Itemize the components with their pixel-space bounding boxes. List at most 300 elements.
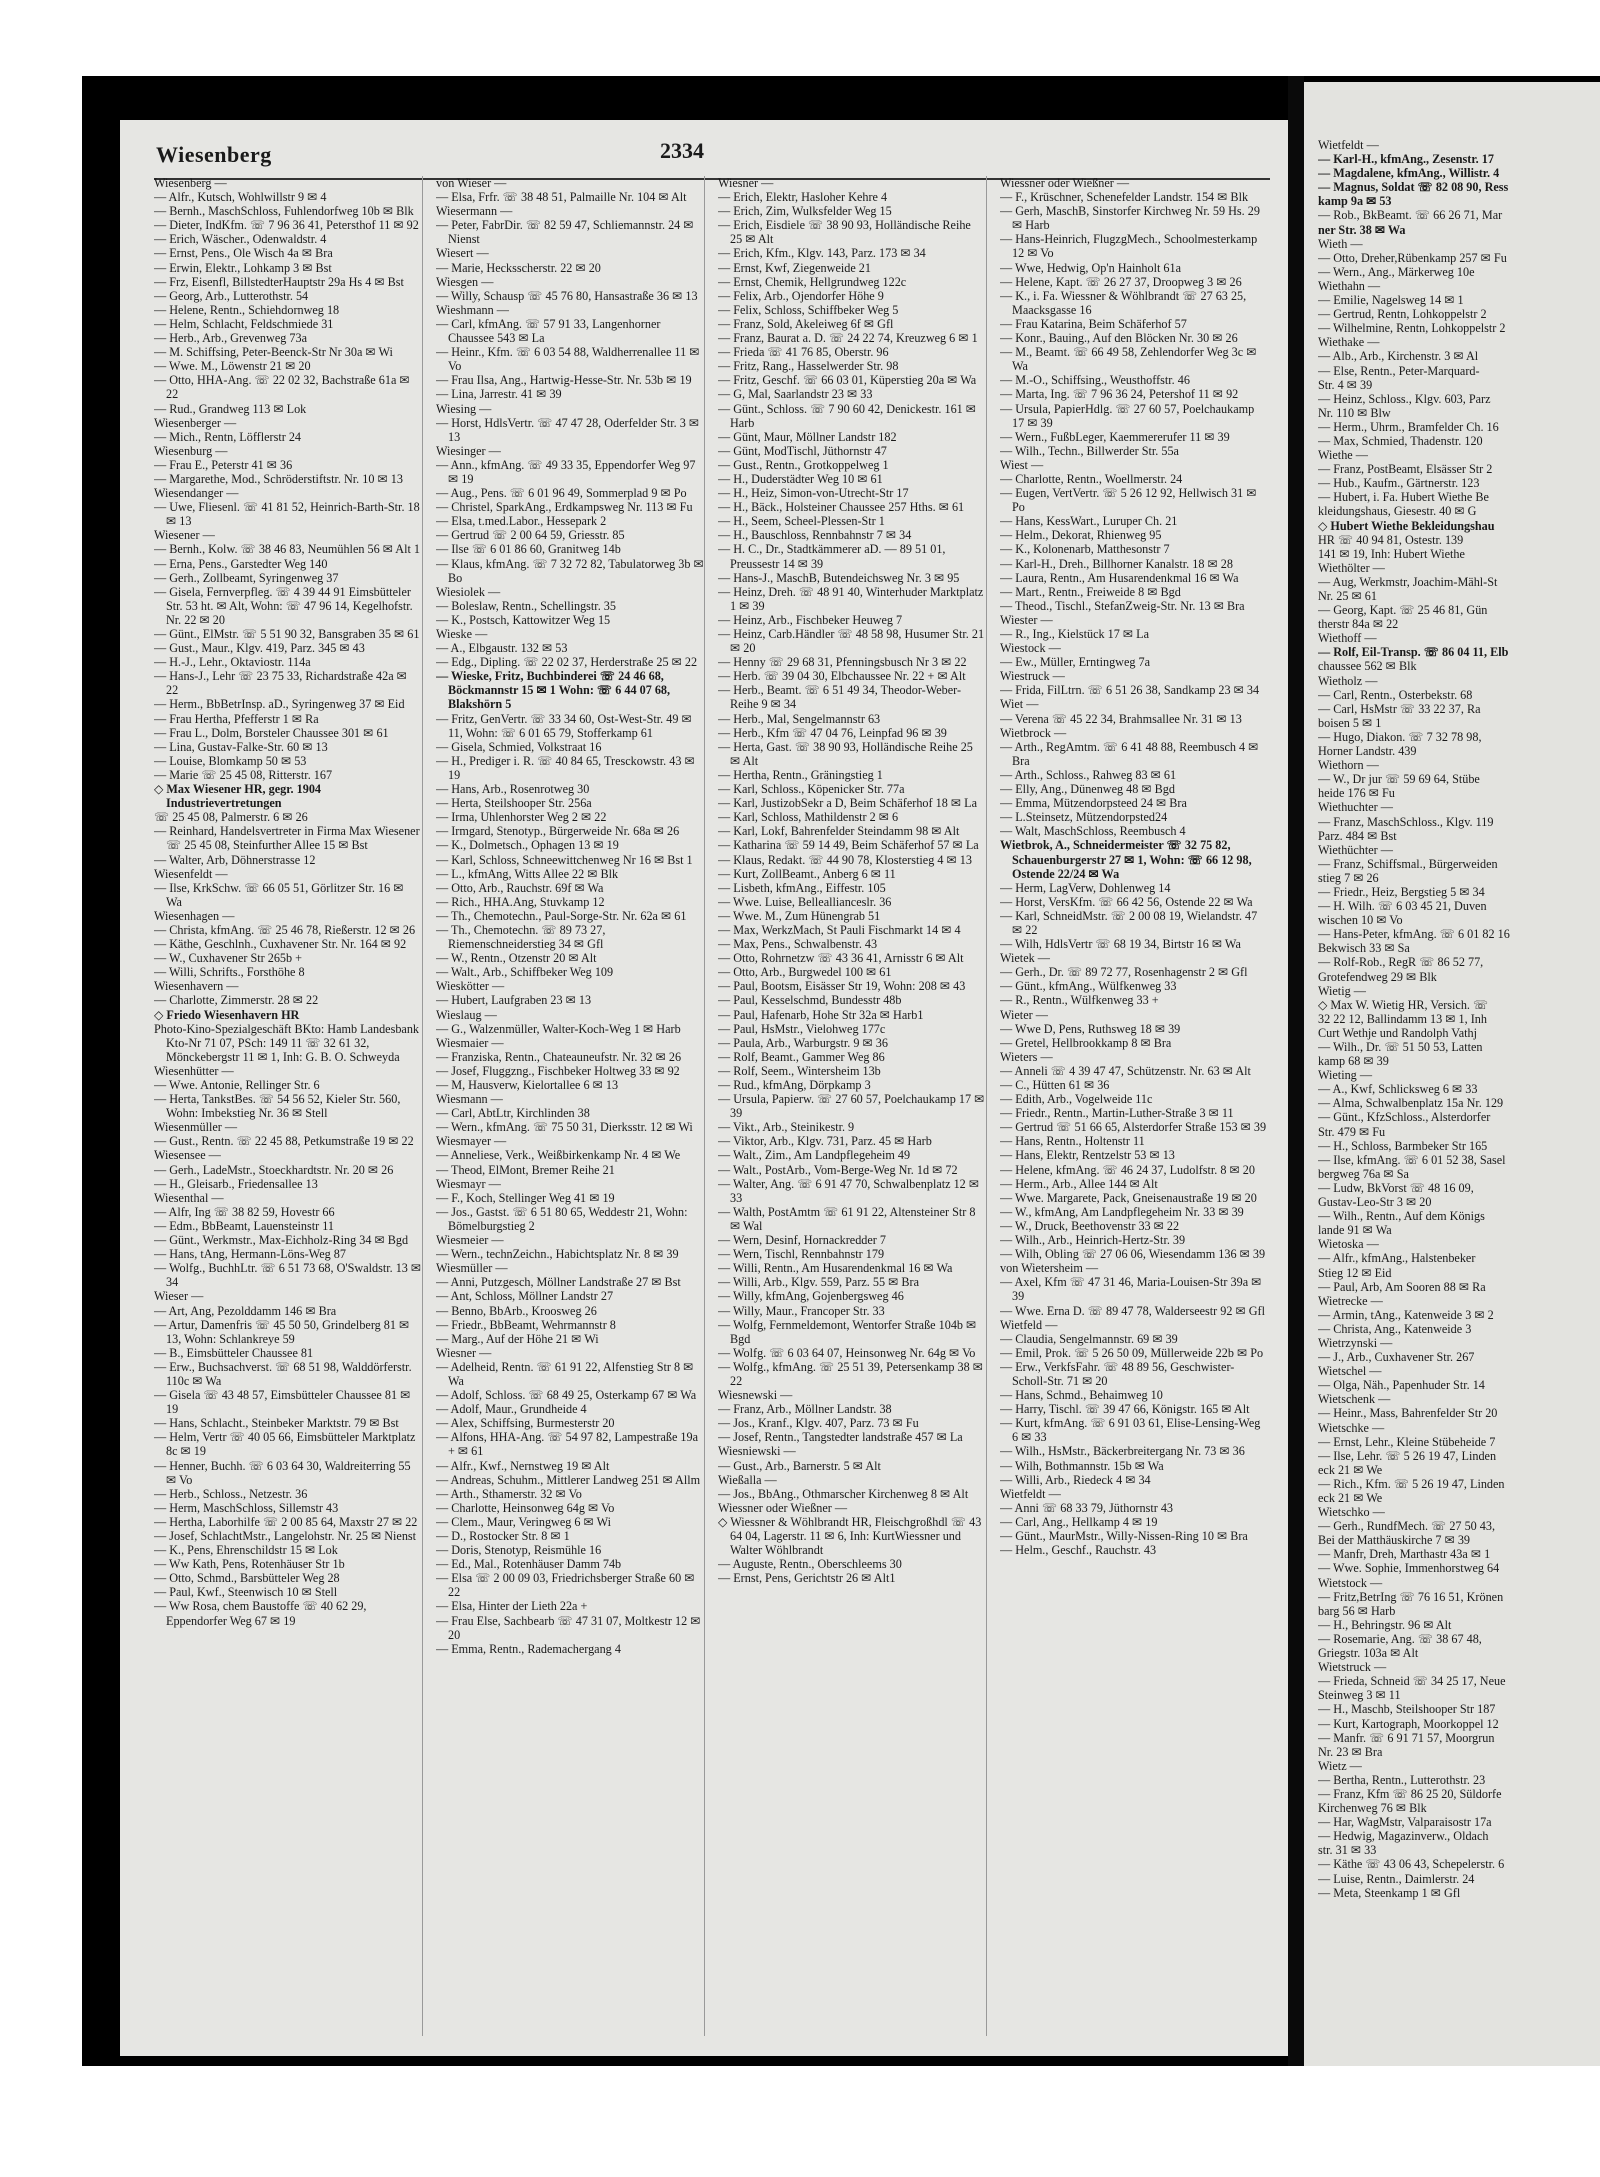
surname-heading: Wiesmayr —: [436, 1176, 501, 1191]
directory-entry: — Karl, SchneidMstr. ☏ 2 00 08 19, Wielandstr. 47 ✉ 22: [1000, 908, 1258, 937]
surname-heading: Wiesenberg —: [154, 176, 227, 190]
directory-entry: kamp 68 ✉ 39: [1318, 1054, 1389, 1069]
directory-entry: — Hans-Heinrich, FlugzgMech., Schoolmesterkamp 12 ✉ Vo: [1000, 232, 1258, 261]
directory-entry: — Wilhelmine, Rentn, Lohkoppelstr 2: [1318, 321, 1506, 336]
directory-entry: — Laura, Rentn., Am Husarendenkmal 16 ✉ Wa: [1000, 570, 1239, 585]
directory-entry: — Franz, Kfm ☏ 86 25 20, Süldorfe: [1318, 1786, 1502, 1801]
directory-entry: — Günt., Werkmstr., Max-Eichholz-Ring 34 ✉ Bgd: [154, 1233, 409, 1248]
book-gutter: [1288, 76, 1304, 2066]
directory-entry: — Franz, Schiffsmal., Bürgerweiden: [1318, 856, 1498, 871]
surname-heading: Wiestock —: [1000, 641, 1061, 656]
directory-entry: — Klaus, kfmAng. ☏ 7 32 72 82, Tabulatorweg 3b ✉ Bo: [436, 556, 704, 585]
directory-entry: — Emil, Prok. ☏ 5 26 50 09, Müllerweide 22b ✉ Po: [1000, 1345, 1264, 1360]
directory-entry: — Gust., Maur., Klgv. 419, Parz. 345 ✉ 43: [154, 641, 365, 656]
surname-heading: Wiesensee —: [154, 1148, 221, 1163]
directory-entry: — Hubert, i. Fa. Hubert Wiethe Be: [1318, 490, 1489, 505]
directory-entry: — Erich, Zim, Wulksfelder Weg 15: [718, 204, 892, 219]
page-number: 2334: [660, 138, 704, 163]
directory-entry: eck 21 ✉ We: [1318, 1491, 1383, 1505]
directory-entry: — K., Pens, Ehrenschildstr 15 ✉ Lok: [154, 1543, 338, 1558]
directory-entry: — Max, WerkzMach, St Pauli Fischmarkt 14 ✉ 4: [718, 922, 961, 937]
directory-entry: — Wilh., HsMstr., Bäckerbreitergang Nr. 73 ✉ 36: [1000, 1444, 1245, 1459]
directory-entry: — Mich., Rentn, Löfflerstr 24: [154, 429, 302, 444]
directory-entry: — F., Koch, Stellinger Weg 41 ✉ 19: [436, 1190, 615, 1205]
directory-entry: — Lisbeth, kfmAng., Eiffestr. 105: [718, 880, 886, 895]
directory-entry: — Ilse ☏ 6 01 86 60, Granitweg 14b: [436, 542, 621, 557]
directory-entry: — Aug., Pens. ☏ 6 01 96 49, Sommerplad 9 ✉ Po: [436, 486, 687, 501]
surname-heading: Wiester —: [1000, 612, 1053, 627]
directory-entry: — Walter, Ang. ☏ 6 91 47 70, Schwalbenplatz 12 ✉ 33: [718, 1176, 980, 1205]
directory-entry: — Hans, Schlacht., Steinbeker Marktstr. 79 ✉ Bst: [154, 1416, 399, 1431]
directory-entry: — Wwe. Antonie, Rellinger Str. 6: [154, 1078, 320, 1092]
directory-entry: — Franziska, Rentn., Chateauneufstr. Nr. 32 ✉ 26: [436, 1049, 682, 1064]
directory-entry: — Günt., Schloss. ☏ 7 90 60 42, Denickestr. 161 ✉ Harb: [718, 401, 977, 430]
directory-entry: — Jos., Kranf., Klgv. 407, Parz. 73 ✉ Fu: [718, 1416, 919, 1431]
directory-entry: — Margarethe, Mod., Schröderstiftstr. Nr. 10 ✉ 13: [154, 471, 403, 486]
directory-entry: Str. 479 ✉ Fu: [1318, 1124, 1386, 1139]
surname-heading: Wiesenhütter —: [154, 1063, 234, 1078]
directory-entry: — Meta, Steenkamp 1 ✉ Gfl: [1318, 1885, 1461, 1900]
directory-entry: — K., Dolmetsch., Ophagen 13 ✉ 19: [436, 838, 619, 853]
surname-heading: Wieth —: [1318, 236, 1363, 251]
surname-heading: Wiet —: [1000, 697, 1039, 712]
directory-entry: — Gisela, Schmied, Volkstraat 16: [436, 739, 602, 754]
directory-entry: boisen 5 ✉ 1: [1318, 715, 1382, 730]
surname-heading: Wiethüchter —: [1318, 842, 1393, 857]
directory-entry: — Magnus, Soldat ☏ 82 08 90, Ress: [1318, 180, 1509, 195]
directory-entry: — Gust., Arb., Barnerstr. 5 ✉ Alt: [718, 1458, 881, 1473]
directory-entry: — H., Behringstr. 96 ✉ Alt: [1318, 1617, 1452, 1632]
directory-entry: Horner Landstr. 439: [1318, 744, 1417, 759]
directory-entry: — Anni ☏ 68 33 79, Jüthornstr 43: [1000, 1500, 1174, 1515]
directory-entry: — Alfr., Kwf., Nernstweg 19 ✉ Alt: [436, 1458, 610, 1473]
directory-entry: — Karl, Schloss, Schneewittchenweg Nr 16 ✉ Bst 1: [436, 852, 693, 867]
directory-entry: — Katharina ☏ 59 14 49, Beim Schäferhof 57 ✉ La: [718, 838, 979, 853]
directory-entry: — Ed., Mal., Rotenhäuser Damm 74b: [436, 1557, 622, 1572]
directory-entry: — Vikt., Arb., Steinikestr. 9: [718, 1120, 855, 1135]
directory-entry: — Artur, Damenfris ☏ 45 50 50, Grindelberg 81 ✉ 13, Wohn: Schlankreye 59: [154, 1317, 410, 1346]
directory-entry: — Willi, Schrifts., Forsthöhe 8: [154, 965, 305, 980]
directory-entry: — R., Ing., Kielstück 17 ✉ La: [1000, 627, 1149, 641]
directory-entry: — Franz, Sold, Akeleiweg 6f ✉ Gfl: [718, 316, 894, 331]
directory-entry: — Mart., Rentn., Freiweide 8 ✉ Bgd: [1000, 584, 1181, 599]
directory-entry: — Otto, HHA-Ang. ☏ 22 02 32, Bachstraße 61a ✉ 22: [154, 373, 410, 402]
directory-entry: — Ann., kfmAng. ☏ 49 33 35, Eppendorfer Weg 97 ✉ 19: [436, 457, 696, 486]
directory-entry: — Helene, Kapt. ☏ 26 27 37, Droopweg 3 ✉ 26: [1000, 274, 1242, 289]
directory-column-4: [1000, 176, 1268, 2036]
directory-entry: — Gust., Rentn., Grotkoppelweg 1: [718, 457, 889, 472]
surname-heading: Wiesenthal —: [154, 1190, 224, 1205]
directory-entry: — Irmgard, Stenotyp., Bürgerweide Nr. 68a ✉ 26: [436, 824, 680, 839]
directory-entry: — Hans-Peter, kfmAng. ☏ 6 01 82 16: [1318, 927, 1510, 942]
surname-heading: Wietrzynski —: [1318, 1335, 1393, 1350]
directory-entry: — Günt, Maur, Möllner Landstr 182: [718, 429, 897, 444]
directory-entry: — Auguste, Rentn., Oberschleems 30: [718, 1557, 902, 1572]
directory-entry: — Wolfg., BuchhLtr. ☏ 6 51 73 68, O'Swaldstr. 13 ✉ 34: [154, 1261, 422, 1290]
directory-entry: — Charlotte, Zimmerstr. 28 ✉ 22: [154, 993, 319, 1008]
directory-entry: — Helm., Geschf., Rauchstr. 43: [1000, 1543, 1157, 1558]
directory-entry: — Erich, Elektr, Hasloher Kehre 4: [718, 190, 888, 205]
directory-entry: — H. Wilh. ☏ 6 03 45 21, Duven: [1318, 899, 1487, 914]
surname-heading: Wieter —: [1000, 1007, 1048, 1022]
directory-entry: Nr. 23 ✉ Bra: [1318, 1744, 1383, 1759]
surname-heading: Wiesenmüller —: [154, 1120, 238, 1135]
directory-entry: — H., Prediger i. R. ☏ 40 84 65, Tresckowstr. 43 ✉ 19: [436, 753, 695, 782]
directory-entry: — Peter, FabrDir. ☏ 82 59 47, Schliemannstr. 24 ✉ Nienst: [436, 218, 694, 247]
directory-entry: — Hans, Schmd., Behaimweg 10: [1000, 1388, 1163, 1403]
directory-entry: — R., Rentn., Wülfkenweg 33 +: [1000, 993, 1159, 1008]
directory-entry: — Gerh., LadeMstr., Stoeckhardtstr. Nr. 20 ✉ 26: [154, 1162, 394, 1177]
surname-heading: Wiestruck —: [1000, 669, 1065, 684]
directory-entry: Steinweg 3 ✉ 11: [1318, 1688, 1401, 1703]
directory-entry: — H., Heiz, Simon-von-Utrecht-Str 17: [718, 486, 909, 501]
directory-entry: — Andreas, Schuhm., Mittlerer Landweg 251 ✉ Allm: [436, 1472, 701, 1487]
directory-entry: — Frau L., Dolm, Borsteler Chaussee 301 ✉ 61: [154, 725, 389, 740]
directory-entry: — Gretel, Hellbrookkamp 8 ✉ Bra: [1000, 1035, 1172, 1050]
directory-entry: — Ernst, Lehr., Kleine Stübeheide 7: [1318, 1434, 1496, 1449]
directory-entry: — W., kfmAng, Am Landpflegeheim Nr. 33 ✉ 39: [1000, 1204, 1244, 1219]
directory-entry: Parz. 484 ✉ Bst: [1318, 828, 1397, 843]
directory-entry: — Armin, tAng., Katenweide 3 ✉ 2: [1318, 1307, 1494, 1322]
directory-entry: — Manfr, Dreh, Marthastr 43a ✉ 1: [1318, 1547, 1491, 1562]
directory-entry: — Lina, Gustav-Falke-Str. 60 ✉ 13: [154, 739, 328, 754]
directory-entry: — Hugo, Diakon. ☏ 7 32 78 98,: [1318, 729, 1482, 744]
surname-heading: Wietfeld —: [1000, 1317, 1058, 1332]
directory-entry: — Erw., Buchsachverst. ☏ 68 51 98, Walddörferstr. 110c ✉ Wa: [154, 1359, 412, 1388]
directory-entry: — Wilh, Bothmannstr. 15b ✉ Wa: [1000, 1458, 1164, 1473]
directory-entry: — Frau Hertha, Pfefferstr 1 ✉ Ra: [154, 711, 319, 726]
directory-entry: — Herm., Arb., Allee 144 ✉ Alt: [1000, 1176, 1158, 1191]
directory-entry: — Wilh, Obling ☏ 27 06 06, Wiesendamm 136 ✉ 39: [1000, 1247, 1266, 1262]
directory-entry: — Emma, Rentn., Rademachergang 4: [436, 1641, 621, 1656]
directory-entry: — Hans, tAng, Hermann-Löns-Weg 87: [154, 1247, 346, 1262]
directory-entry: — Clem., Maur, Veringweg 6 ✉ Wi: [436, 1514, 611, 1529]
directory-entry: — Bernh., MaschSchloss, Fuhlendorfweg 10b ✉ Blk: [154, 204, 414, 219]
directory-entry: barg 56 ✉ Harb: [1318, 1603, 1396, 1618]
surname-heading: Wiesener —: [154, 528, 215, 543]
directory-entry: kamp 9a ✉ 53: [1318, 194, 1392, 209]
directory-entry: — Walt., PostArb., Vom-Berge-Weg Nr. 1d ✉ 72: [718, 1162, 958, 1177]
directory-entry: — Theod, ElMont, Bremer Reihe 21: [436, 1162, 615, 1177]
surname-heading: Wieshmann —: [436, 302, 509, 317]
directory-entry: — Wilh., Techn., Billwerder Str. 55a: [1000, 443, 1179, 458]
surname-heading: Wieskötter —: [436, 979, 505, 994]
directory-entry: — Wern., technZeichn., Habichtsplatz Nr. 8 ✉ 39: [436, 1247, 679, 1262]
directory-entry: — Karl, Schloss, Mathildenstr 2 ✉ 6: [718, 810, 899, 825]
directory-entry: — Willi, Rentn., Am Husarendenkmal 16 ✉ Wa: [718, 1261, 953, 1276]
directory-entry: — Heinr., Kfm. ☏ 6 03 54 88, Waldherrenallee 11 ✉ Vo: [436, 345, 700, 374]
surname-heading: Wiesmüller —: [436, 1261, 508, 1276]
directory-entry: — Max, Pens., Schwalbenstr. 43: [718, 937, 878, 952]
directory-entry: ◇ Max W. Wietig HR, Versich. ☏: [1318, 997, 1489, 1012]
directory-entry: — D., Rostocker Str. 8 ✉ 1: [436, 1529, 570, 1543]
surname-heading: Wietfeldt —: [1000, 1486, 1061, 1501]
directory-entry: — Gerh., RundfMech. ☏ 27 50 43,: [1318, 1519, 1496, 1534]
directory-entry: — Carl, kfmAng. ☏ 57 91 33, Langenhorner Chaussee 543 ✉ La: [436, 316, 661, 346]
surname-heading: Wietschko —: [1318, 1505, 1385, 1520]
directory-entry: — Herb., Mal, Sengelmannstr 63: [718, 711, 881, 726]
directory-entry: — Verena ☏ 45 22 34, Brahmsallee Nr. 31 ✉ 13: [1000, 711, 1242, 726]
directory-column-3: [718, 176, 987, 2036]
page-head-word: Wiesenberg: [156, 142, 272, 167]
directory-entry: — Walt., Zim., Am Landpflegeheim 49: [718, 1148, 911, 1163]
directory-entry: — Viktor, Arb., Klgv. 731, Parz. 45 ✉ Harb: [718, 1134, 932, 1149]
directory-entry: — Ilse, KrkSchw. ☏ 66 05 51, Görlitzer Str. 16 ✉ Wa: [154, 880, 404, 909]
directory-entry: kleidungshaus, Giesestr. 40 ✉ G: [1318, 504, 1477, 519]
surname-heading: Wiesner —: [718, 176, 774, 190]
directory-entry: — Gisela, Fernverpfleg. ☏ 4 39 44 91 Eimsbütteler Str. 53 ht. ✉ Alt, Wohn: ☏ 47 96 14, Kegelhofstr. Nr. 22 ✉ 20: [154, 584, 413, 627]
directory-entry: — Rob., BkBeamt. ☏ 66 26 71, Mar: [1318, 208, 1503, 223]
surname-heading: Wieting —: [1318, 1068, 1373, 1083]
surname-heading: Wietrecke —: [1318, 1293, 1383, 1308]
directory-entry: — Jos., Gastst. ☏ 6 51 80 65, Weddestr 21, Wohn: Bömelburgstieg 2: [436, 1204, 688, 1233]
directory-entry: — Uwe, Fliesenl. ☏ 41 81 52, Heinrich-Barth-Str. 18 ✉ 13: [154, 500, 420, 529]
directory-entry: Photo-Kino-Spezialgeschäft BKto: Hamb Landesbank Kto-Nr 71 07, PSch: 149 11 ☏ 32 61 32, Mönckebergstr 11 ✉ 1, Inh: G. B. O. Schweyda: [154, 1021, 420, 1064]
directory-entry: — Käthe ☏ 43 06 43, Schepelerstr. 6: [1318, 1857, 1505, 1872]
surname-heading: Wiethorn —: [1318, 758, 1379, 773]
directory-entry: — Walt, MaschSchloss, Reembusch 4: [1000, 824, 1186, 839]
directory-entry: — Helene, kfmAng. ☏ 46 24 37, Ludolfstr. 8 ✉ 20: [1000, 1162, 1255, 1177]
directory-entry: Wietbrok, A., Schneidermeister ☏ 32 75 82, Schauenburgerstr 27 ✉ 1, Wohn: ☏ 66 12 98, Ostende 22/24 ✉ Wa: [1000, 838, 1252, 881]
surname-heading: Wiethe —: [1318, 448, 1368, 463]
directory-entry: — Carl, HsMstr ☏ 33 22 37, Ra: [1318, 701, 1481, 716]
directory-entry: Griegstr. 103a ✉ Alt: [1318, 1646, 1419, 1661]
surname-heading: Wietschel —: [1318, 1364, 1382, 1379]
directory-entry: — G, Mal, Saarlandstr 23 ✉ 33: [718, 387, 873, 402]
directory-entry: — Wilh, HdlsVertr ☏ 68 19 34, Birtstr 16 ✉ Wa: [1000, 937, 1241, 952]
surname-heading: Wiesendanger —: [154, 486, 239, 501]
directory-entry: — Theod., Tischl., StefanZweig-Str. Nr. 13 ✉ Bra: [1000, 598, 1245, 613]
directory-entry: — Herb., Arb., Grevenweg 73a: [154, 331, 307, 346]
directory-entry: — Charlotte, Heinsonweg 64g ✉ Vo: [436, 1500, 615, 1515]
directory-entry: — Gerh, MaschB, Sinstorfer Kirchweg Nr. 59 Hs. 29 ✉ Harb: [1000, 204, 1260, 233]
surname-heading: Wiesenburg —: [154, 443, 228, 458]
directory-entry: — H., Schloss, Barmbeker Str 165: [1318, 1138, 1488, 1153]
surname-heading: Wiesniewski —: [718, 1444, 796, 1459]
directory-entry: — Otto, Arb., Rauchstr. 69f ✉ Wa: [436, 880, 604, 895]
directory-entry: — Günt., kfmAng., Wülfkenweg 33: [1000, 979, 1177, 994]
surname-heading: Wiesmaier —: [436, 1035, 504, 1050]
directory-entry: Nr. 25 ✉ 61: [1318, 589, 1377, 603]
directory-entry: — Marie ☏ 25 45 08, Ritterstr. 167: [154, 767, 333, 782]
directory-entry: — Christa, kfmAng. ☏ 25 46 78, Rießerstr. 12 ✉ 26: [154, 922, 416, 937]
surname-heading: Wietfeldt —: [1318, 138, 1379, 152]
directory-entry: — Christa, Ang., Katenweide 3: [1318, 1321, 1472, 1336]
directory-entry: — Gust., Rentn. ☏ 22 45 88, Petkumstraße 19 ✉ 22: [154, 1134, 414, 1149]
directory-entry: — Rolf-Rob., RegR ☏ 86 52 77,: [1318, 955, 1484, 970]
directory-entry: — Josef, Fluggzng., Fischbeker Holtweg 33 ✉ 92: [436, 1063, 680, 1078]
directory-entry: — Wilh., Rentn., Auf dem Königs: [1318, 1209, 1485, 1224]
directory-entry: — Franz, PostBeamt, Elsässer Str 2: [1318, 462, 1493, 477]
directory-entry: — Friedr., Heiz, Bergstieg 5 ✉ 34: [1318, 884, 1485, 899]
directory-entry: — Paul, Kesselschmd, Bundesstr 48b: [718, 993, 902, 1008]
directory-entry: — Otto, Dreher,Rübenkamp 257 ✉ Fu: [1318, 250, 1507, 265]
directory-entry: — Elsa, t.med.Labor., Hessepark 2: [436, 514, 607, 529]
surname-heading: Wietstock —: [1318, 1575, 1383, 1590]
directory-entry: — Alex, Schiffsing, Burmesterstr 20: [436, 1416, 615, 1431]
directory-entry: ☏ 25 45 08, Palmerstr. 6 ✉ 26: [154, 810, 308, 825]
directory-entry: — Irma, Uhlenhorster Weg 2 ✉ 22: [436, 810, 607, 825]
directory-entry: — Heinz, Schloss., Klgv. 603, Parz: [1318, 391, 1491, 406]
directory-entry: 141 ✉ 19, Inh: Hubert Wiethe: [1318, 546, 1465, 561]
directory-entry: — Rich., HHA.Ang, Stuvkamp 12: [436, 894, 605, 909]
surname-heading: Wietbrock —: [1000, 725, 1067, 740]
surname-heading: Wiesmann —: [436, 1092, 503, 1107]
directory-entry: — H., Duderstädter Weg 10 ✉ 61: [718, 471, 883, 486]
directory-entry: — W., Dr jur ☏ 59 69 64, Stübe: [1318, 772, 1480, 787]
directory-entry: ◇ Max Wiesener HR, gegr. 1904 Industrievertretungen: [154, 782, 322, 811]
directory-entry: — Karl, Schloss., Köpenicker Str. 77a: [718, 782, 905, 797]
directory-entry: — Anneli ☏ 4 39 47 47, Schützenstr. Nr. 63 ✉ Alt: [1000, 1063, 1251, 1078]
surname-heading: Wietschenk —: [1318, 1392, 1391, 1407]
directory-entry: — Ernst, Kwf, Ziegenweide 21: [718, 260, 871, 275]
directory-entry: — Fritz, GenVertr. ☏ 33 34 60, Ost-West-Str. 49 ✉ 11, Wohn: ☏ 6 01 65 79, Stofferkamp 61: [436, 711, 692, 740]
directory-entry: — Frz, Eisenfl, BillstedterHauptstr 29a Hs 4 ✉ Bst: [154, 274, 404, 289]
directory-entry: — Erna, Pens., Garstedter Weg 140: [154, 556, 328, 571]
directory-entry: — Günt, ModTischl, Jüthornstr 47: [718, 443, 887, 458]
directory-entry: — Otto, Schmd., Barsbütteler Weg 28: [154, 1571, 340, 1586]
directory-entry: — F., Krüschner, Schenefelder Landstr. 154 ✉ Blk: [1000, 190, 1249, 205]
directory-entry: — Günt., KfzSchloss., Alsterdorfer: [1318, 1110, 1491, 1125]
directory-entry: — Rud., kfmAng, Dörpkamp 3: [718, 1078, 871, 1092]
directory-entry: — Henny ☏ 29 68 31, Pfenningsbusch Nr 3 ✉ 22: [718, 655, 967, 670]
directory-entry: — Paul, Bootsm, Eisässer Str 19, Wohn: 208 ✉ 43: [718, 979, 966, 994]
directory-entry: — Willi, Arb., Riedeck 4 ✉ 34: [1000, 1472, 1151, 1487]
directory-entry: — Boleslaw, Rentn., Schellingstr. 35: [436, 598, 616, 613]
directory-entry: — Willy, Schausp ☏ 45 76 80, Hansastraße 36 ✉ 13: [436, 288, 698, 303]
directory-entry: — M. Schiffsing, Peter-Beenck-Str Nr 30a ✉ Wi: [154, 345, 393, 360]
directory-entry: — Marg., Auf der Höhe 21 ✉ Wi: [436, 1331, 599, 1346]
directory-entry: — Ilse, kfmAng. ☏ 6 01 52 38, Sasel: [1318, 1152, 1506, 1167]
directory-entry: — Ww Rosa, chem Baustoffe ☏ 40 62 29, Eppendorfer Weg 67 ✉ 19: [154, 1599, 367, 1628]
directory-entry: — Herb., Kfm ☏ 47 04 76, Leinpfad 96 ✉ 39: [718, 725, 947, 740]
surname-heading: Wießalla —: [718, 1472, 777, 1487]
directory-column-1: [154, 176, 423, 2036]
directory-entry: — H., Gleisarb., Friedensallee 13: [154, 1176, 318, 1191]
directory-entry: — Elsa, Frfr. ☏ 38 48 51, Palmaille Nr. 104 ✉ Alt: [436, 190, 687, 205]
directory-entry: — Fritz, Geschf. ☏ 66 03 01, Küperstieg 20a ✉ Wa: [718, 373, 977, 388]
directory-entry: — K., i. Fa. Wiessner & Wöhlbrandt ☏ 27 63 25, Maacksgasse 16: [1000, 288, 1247, 317]
directory-entry: — Lina, Jarrestr. 41 ✉ 39: [436, 387, 562, 402]
directory-entry: Bei der Matthäuskirche 7 ✉ 39: [1318, 1533, 1471, 1548]
directory-entry: HR ☏ 40 94 81, Ostestr. 139: [1318, 532, 1464, 547]
directory-entry: — Marie, Hecksscherstr. 22 ✉ 20: [436, 260, 601, 275]
directory-entry: — Reinhard, Handelsvertreter in Firma Max Wiesener ☏ 25 45 08, Steinfurther Allee 15 ✉ Bst: [154, 824, 420, 853]
directory-entry: — M., Beamt. ☏ 66 49 58, Zehlendorfer Weg 3c ✉ Wa: [1000, 345, 1257, 374]
directory-entry: — Gertrud ☏ 2 00 64 59, Griesstr. 85: [436, 528, 625, 543]
surname-heading: Wiethake —: [1318, 335, 1380, 350]
directory-entry: — G., Walzenmüller, Walter-Koch-Weg 1 ✉ Harb: [436, 1021, 681, 1036]
directory-entry: eck 21 ✉ We: [1318, 1462, 1383, 1477]
surname-heading: Wiethoff —: [1318, 631, 1377, 646]
directory-entry: — Wieske, Fritz, Buchbinderei ☏ 24 46 68, Böckmannstr 15 ✉ 1 Wohn: ☏ 6 44 07 68, Blakshörn 5: [436, 669, 671, 712]
directory-entry: — Josef, SchlachtMstr., Langelohstr. Nr. 25 ✉ Nienst: [154, 1529, 417, 1543]
directory-entry: — Wern, Desinf, Hornackredder 7: [718, 1233, 887, 1248]
directory-entry: — Günt., ElMstr. ☏ 5 51 90 32, Bansgraben 35 ✉ 61: [154, 627, 420, 641]
directory-page: [120, 120, 1288, 2056]
directory-entry: ◇ Friedo Wiesenhavern HR: [154, 1007, 300, 1022]
surname-heading: Wiesinger —: [436, 443, 501, 458]
directory-entry: — Eugen, VertVertr. ☏ 5 26 12 92, Hellwisch 31 ✉ Po: [1000, 486, 1257, 515]
directory-entry: — Wwe. Erna D. ☏ 89 47 78, Walderseestr 92 ✉ Gfl: [1000, 1303, 1266, 1318]
directory-entry: — H. C., Dr., Stadtkämmerer aD. — 89 51 01, Preussestr 14 ✉ 39: [718, 542, 946, 571]
directory-entry: — Har, WagMstr, Valparaisostr 17a: [1318, 1815, 1492, 1830]
directory-entry: — Th., Chemotechn., Paul-Sorge-Str. Nr. 62a ✉ 61: [436, 908, 687, 923]
directory-entry: — L.Steinsetz, Mützendorpsted24: [1000, 810, 1168, 825]
directory-entry: Gustav-Leo-Str 3 ✉ 20: [1318, 1195, 1432, 1210]
directory-entry: — W., Cuxhavener Str 265b +: [154, 951, 303, 966]
directory-entry: — Wwe D, Pens, Ruthsweg 18 ✉ 39: [1000, 1021, 1181, 1036]
surname-heading: Wietschke —: [1318, 1420, 1385, 1435]
directory-entry: — A., Kwf, Schlicksweg 6 ✉ 33: [1318, 1082, 1478, 1097]
directory-entry: — Art, Ang, Pezolddamm 146 ✉ Bra: [154, 1303, 337, 1318]
directory-entry: — Erw., VerkfsFahr. ☏ 48 89 56, Geschwister-Scholl-Str. 71 ✉ 20: [1000, 1359, 1235, 1388]
directory-entry: — Käthe, Geschlnh., Cuxhavener Str. Nr. 164 ✉ 92: [154, 937, 407, 952]
directory-entry: — Harry, Tischl. ☏ 39 47 66, Königstr. 165 ✉ Alt: [1000, 1402, 1250, 1417]
directory-entry: — Otto, Arb., Burgwedel 100 ✉ 61: [718, 965, 892, 980]
directory-entry: — Walter, Arb, Döhnerstrasse 12: [154, 852, 316, 867]
directory-entry: — Ilse, Lehr. ☏ 5 26 19 47, Linden: [1318, 1448, 1497, 1463]
running-head: [120, 132, 1288, 172]
directory-entry: — Christel, SparkAng., Erdkampsweg Nr. 113 ✉ Fu: [436, 500, 693, 515]
directory-entry: — Helene, Rentn., Schiehdornweg 18: [154, 302, 340, 317]
directory-entry: — Emilie, Nagelsweg 14 ✉ 1: [1318, 293, 1464, 308]
directory-entry: Stieg 12 ✉ Eid: [1318, 1265, 1392, 1280]
directory-entry: — Horst, VersKfm. ☏ 66 42 56, Ostende 22 ✉ Wa: [1000, 894, 1253, 909]
surname-heading: Wiethuchter —: [1318, 800, 1393, 815]
directory-entry: — Walth, PostAmtm ☏ 61 91 22, Altensteiner Str 8 ✉ Wal: [718, 1204, 976, 1233]
surname-heading: Wiesenfeldt —: [154, 866, 228, 881]
surname-heading: Wietz —: [1318, 1758, 1362, 1773]
directory-entry: — Erich, Kfm., Klgv. 143, Parz. 173 ✉ 34: [718, 246, 926, 261]
directory-entry: — H., Bäck., Holsteiner Chaussee 257 Hths. ✉ 61: [718, 500, 965, 515]
directory-entry: 32 22 12, Ballindamm 13 ✉ 1, Inh: [1318, 1011, 1487, 1026]
directory-entry: — Karl, JustizobSekr a D, Beim Schäferhof 18 ✉ La: [718, 796, 977, 811]
directory-entry: — Friedr., Rentn., Martin-Luther-Straße 3 ✉ 11: [1000, 1106, 1234, 1121]
directory-entry: — Rosemarie, Ang. ☏ 38 67 48,: [1318, 1631, 1482, 1646]
directory-entry: — K., Postsch, Kattowitzer Weg 15: [436, 612, 611, 627]
directory-entry: — Erich, Eisdiele ☏ 38 90 93, Holländische Reihe 25 ✉ Alt: [718, 218, 971, 247]
directory-entry: — Felix, Schloss, Schiffbeker Weg 5: [718, 302, 899, 317]
directory-entry: — Wolfg., kfmAng. ☏ 25 51 39, Petersenkamp 38 ✉ 22: [718, 1359, 983, 1388]
directory-entry: — Frieda ☏ 41 76 85, Oberstr. 96: [718, 345, 889, 360]
directory-entry: ◇ Hubert Wiethe Bekleidungshau: [1318, 518, 1495, 533]
directory-entry: — Kurt, kfmAng. ☏ 6 91 03 61, Elise-Lensing-Weg 6 ✉ 33: [1000, 1416, 1261, 1445]
directory-entry: — H., Bauschloss, Rennbahnstr 7 ✉ 34: [718, 528, 912, 543]
surname-heading: Wiesenberger —: [154, 415, 237, 430]
directory-entry: — Fritz,BetrIng ☏ 76 16 51, Krönen: [1318, 1589, 1504, 1604]
surname-heading: Wietholz —: [1318, 673, 1378, 688]
directory-entry: — Georg, Kapt. ☏ 25 46 81, Gün: [1318, 603, 1488, 618]
directory-entry: — Carl, AbtLtr, Kirchlinden 38: [436, 1106, 590, 1121]
directory-entry: — Hertha, Laborhilfe ☏ 2 00 85 64, Maxstr 27 ✉ 22: [154, 1514, 418, 1529]
directory-entry: — H., Seem, Scheel-Plessen-Str 1: [718, 514, 885, 529]
directory-entry: — Adolf, Maur., Grundheide 4: [436, 1402, 587, 1417]
directory-entry: — Willy, Maur., Francoper Str. 33: [718, 1303, 885, 1318]
directory-entry: — Rolf, Seem., Wintersheim 13b: [718, 1063, 881, 1078]
directory-entry: — Elly, Ang., Dünenweg 48 ✉ Bgd: [1000, 782, 1175, 797]
directory-entry: — Paul, Kwf., Steenwisch 10 ✉ Stell: [154, 1585, 338, 1600]
directory-entry: — Kurt, ZollBeamt., Anberg 6 ✉ 11: [718, 866, 896, 881]
directory-entry: — Herta, Gast. ☏ 38 90 93, Holländische Reihe 25 ✉ Alt: [718, 739, 973, 768]
directory-entry: — Charlotte, Rentn., Woellmerstr. 24: [1000, 471, 1183, 486]
directory-entry: — Wilh., Dr. ☏ 51 50 53, Latten: [1318, 1040, 1483, 1054]
directory-entry: — Gertrud, Rentn, Lohkoppelstr 2: [1318, 307, 1487, 322]
directory-entry: — Elsa, Hinter der Lieth 22a +: [436, 1599, 588, 1614]
directory-entry: — Frau Ilsa, Ang., Hartwig-Hesse-Str. Nr. 53b ✉ 19: [436, 373, 692, 388]
directory-entry: — Willy, kfmAng, Gojenbergsweg 46: [718, 1289, 904, 1304]
directory-entry: — Doris, Stenotyp, Reismühle 16: [436, 1543, 602, 1558]
